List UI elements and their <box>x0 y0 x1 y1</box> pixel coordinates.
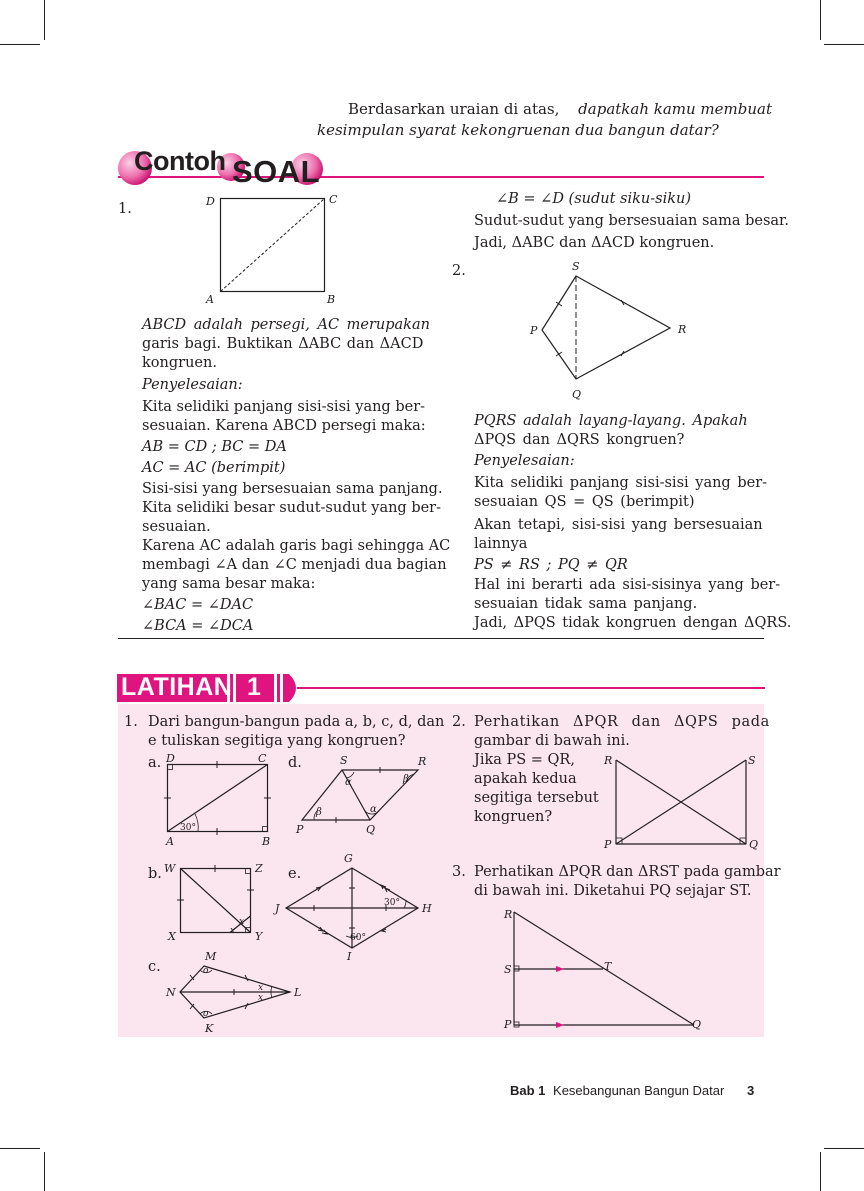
q2-vertex-r: R <box>604 754 613 767</box>
square-abcd-figure <box>200 190 340 306</box>
vertex-a-label: A <box>206 293 214 306</box>
fig-c-tag: c. <box>148 959 161 975</box>
e-angle-60: 60° <box>350 933 366 943</box>
ex2-line: ΔPQS dan ΔQRS kongruen? <box>474 432 685 448</box>
vertex-r-label: R <box>678 323 687 336</box>
q2-figure-rectangle <box>600 750 766 854</box>
q3-vertex-q: Q <box>692 1018 702 1031</box>
crop-mark <box>824 1148 864 1149</box>
ex2-line: Akan tetapi, sisi-sisi yang bersesuaian <box>474 517 763 533</box>
b-vertex-w: W <box>164 862 176 875</box>
a-vertex-c: C <box>258 752 267 765</box>
ex1-line: Jadi, ΔABC dan ΔACD kongruen. <box>474 235 715 251</box>
ex2-line: PQRS adalah layang-layang. Apakah <box>474 413 748 429</box>
q3-figure-triangle <box>498 904 714 1032</box>
crop-mark <box>0 44 40 45</box>
q2-line: segitiga tersebut <box>474 790 599 806</box>
ex2-line: PS ≠ RS ; PQ ≠ QR <box>474 557 628 573</box>
q1-number: 1. <box>124 714 138 730</box>
ex1-line: AC = AC (berimpit) <box>142 460 286 476</box>
ex2-line: sesuaian tidak sama panjang. <box>474 596 698 612</box>
q3-vertex-t: T <box>604 960 612 973</box>
c-vertex-n: N <box>166 986 176 999</box>
ex1-line: membagi ∠A dan ∠C menjadi dua bagian <box>142 557 447 573</box>
ex1-line: Kita selidiki besar sudut-sudut yang ber- <box>142 500 442 516</box>
b-vertex-z: Z <box>255 862 263 875</box>
ex2-line: sesuaian QS = QS (berimpit) <box>474 494 695 510</box>
kite-pqrs-figure <box>520 256 700 404</box>
d-angle-alpha-2: α <box>370 804 377 815</box>
footer-chapter: Bab 1 <box>510 1083 546 1098</box>
q3-vertex-p: P <box>504 1018 512 1031</box>
c-angle-o: o <box>203 966 209 976</box>
figure-b-square <box>160 858 280 944</box>
q2-line: Perhatikan ΔPQR dan ΔQPS pada <box>474 714 770 730</box>
vertex-c-label: C <box>329 193 338 206</box>
ex1-line: ∠BCA = ∠DCA <box>142 618 254 634</box>
ex1-solution-label: Penyelesaian: <box>142 377 243 393</box>
e-vertex-i: I <box>347 950 352 962</box>
crop-mark <box>0 1148 40 1149</box>
q3-number: 3. <box>452 864 466 880</box>
ex1-line: ABCD adalah persegi, AC merupakan <box>142 317 430 333</box>
q1-text <box>148 713 444 751</box>
ex2-text <box>474 412 791 633</box>
contoh-word: Contoh <box>134 146 226 176</box>
c-angle-o-2: o <box>203 1009 209 1019</box>
ex1-line: ∠B = ∠D (sudut siku-siku) <box>496 191 692 207</box>
d-angle-beta-2: β <box>316 807 322 818</box>
ex1-line: Karena AC adalah garis bagi sehingga AC <box>142 538 451 554</box>
ex1-line: ∠BAC = ∠DAC <box>142 597 254 613</box>
q3-vertex-s: S <box>504 963 512 976</box>
c-vertex-m: M <box>205 950 217 963</box>
vertex-s-label: S <box>572 260 580 273</box>
a-angle-30: 30° <box>180 823 196 833</box>
crop-mark <box>824 44 864 45</box>
q2-vertex-s: S <box>748 754 756 767</box>
q3-vertex-r: R <box>504 908 513 921</box>
ex1-line: AB = CD ; BC = DA <box>142 439 287 455</box>
latihan-number: 1 <box>247 673 261 701</box>
vertex-q-label: Q <box>572 388 582 401</box>
e-vertex-h: H <box>422 902 432 915</box>
fig-d-tag: d. <box>288 755 302 771</box>
crop-mark <box>820 0 821 40</box>
footer <box>510 1083 724 1098</box>
q2-number: 2. <box>452 714 466 730</box>
b-vertex-y: Y <box>255 930 263 943</box>
crop-mark <box>44 1152 45 1191</box>
d-vertex-s: S <box>340 754 348 767</box>
d-vertex-q: Q <box>366 823 376 836</box>
ex1-line: yang sama besar maka: <box>142 576 316 592</box>
ex2-line: Kita selidiki panjang sisi-sisi yang ber- <box>474 475 768 491</box>
d-vertex-p: P <box>296 823 304 836</box>
d-angle-beta: β <box>403 774 409 785</box>
crop-mark <box>820 1152 821 1191</box>
c-vertex-l: L <box>294 986 302 999</box>
d-angle-alpha: α <box>345 777 352 788</box>
q2-line: Jika PS = QR, <box>474 752 575 768</box>
b-vertex-x: X <box>168 930 176 943</box>
a-vertex-b: B <box>262 835 271 848</box>
q1-line: Dari bangun-bangun pada a, b, c, d, dan <box>148 714 445 730</box>
d-vertex-r: R <box>418 755 427 768</box>
vertex-b-label: B <box>327 293 336 306</box>
example-1-number: 1. <box>118 201 132 217</box>
intro-text: Berdasarkan uraian di atas, <box>348 100 560 118</box>
figure-d-parallelogram <box>294 752 434 838</box>
ex1-line: sesuaian. <box>142 519 211 535</box>
vertex-p-label: P <box>530 324 538 337</box>
figure-e-rhombus <box>270 850 440 962</box>
q3-line: di bawah ini. Diketahui PQ sejajar ST. <box>474 883 752 899</box>
q1-line: e tuliskan segitiga yang kongruen? <box>148 733 406 749</box>
section-divider <box>118 638 764 639</box>
example-2-number: 2. <box>452 263 466 279</box>
ex2-line: lainnya <box>474 536 528 552</box>
q2-line: apakah kedua <box>474 771 577 787</box>
footer-title: Kesebangunan Bangun Datar <box>553 1083 725 1098</box>
intro-line-1 <box>348 100 772 119</box>
c-angle-x-2: x <box>258 993 264 1003</box>
b-angle-x: x <box>239 917 245 927</box>
e-angle-30: 30° <box>384 898 400 908</box>
ex1-line: garis bagi. Buktikan ΔABC dan ΔACD <box>142 336 424 352</box>
ex1-solution <box>142 398 450 636</box>
latihan-word: LATIHAN <box>121 673 233 701</box>
q3-text <box>474 863 781 901</box>
q2-line: gambar di bawah ini. <box>474 733 630 749</box>
intro-question: dapatkah kamu membuat <box>578 100 772 118</box>
a-vertex-d: D <box>166 752 175 765</box>
ex1-continuation <box>474 190 789 253</box>
q2-vertex-q: Q <box>749 838 759 851</box>
ex1-line: Sisi-sisi yang bersesuaian sama panjang. <box>142 481 443 497</box>
crop-mark <box>44 0 45 40</box>
intro-line-2: kesimpulan syarat kekongruenan dua bangun datar? <box>317 121 719 139</box>
e-vertex-j: J <box>275 902 280 915</box>
ex1-line: Kita selidiki panjang sisi-sisi yang ber- <box>142 399 426 415</box>
fig-b-tag: b. <box>148 866 162 882</box>
ex2-line: Jadi, ΔPQS tidak kongruen dengan ΔQRS. <box>474 615 792 631</box>
soal-word: SOAL <box>232 154 321 189</box>
ex2-line: Penyelesaian: <box>474 453 575 469</box>
q2-line: kongruen? <box>474 809 553 825</box>
fig-e-tag: e. <box>288 866 302 882</box>
c-vertex-k: K <box>205 1022 214 1035</box>
q2-vertex-p: P <box>604 838 612 851</box>
vertex-d-label: D <box>206 195 215 208</box>
page-number: 3 <box>747 1083 755 1098</box>
e-vertex-g: G <box>344 852 353 865</box>
figure-c-kite <box>160 948 320 1038</box>
ex1-text <box>142 316 430 373</box>
a-vertex-a: A <box>166 835 174 848</box>
b-angle-x-2: x <box>230 926 236 936</box>
figure-a-rectangle <box>158 750 284 848</box>
q3-line: Perhatikan ΔPQR dan ΔRST pada gambar <box>474 864 781 880</box>
ex2-line: Hal ini berarti ada sisi-sisinya yang ber- <box>474 577 781 593</box>
ex1-line: kongruen. <box>142 355 217 371</box>
fig-a-tag: a. <box>148 755 162 771</box>
c-angle-x: x <box>258 983 264 993</box>
ex1-line: Sudut-sudut yang bersesuaian sama besar. <box>474 213 789 229</box>
ex1-line: sesuaian. Karena ABCD persegi maka: <box>142 418 426 434</box>
